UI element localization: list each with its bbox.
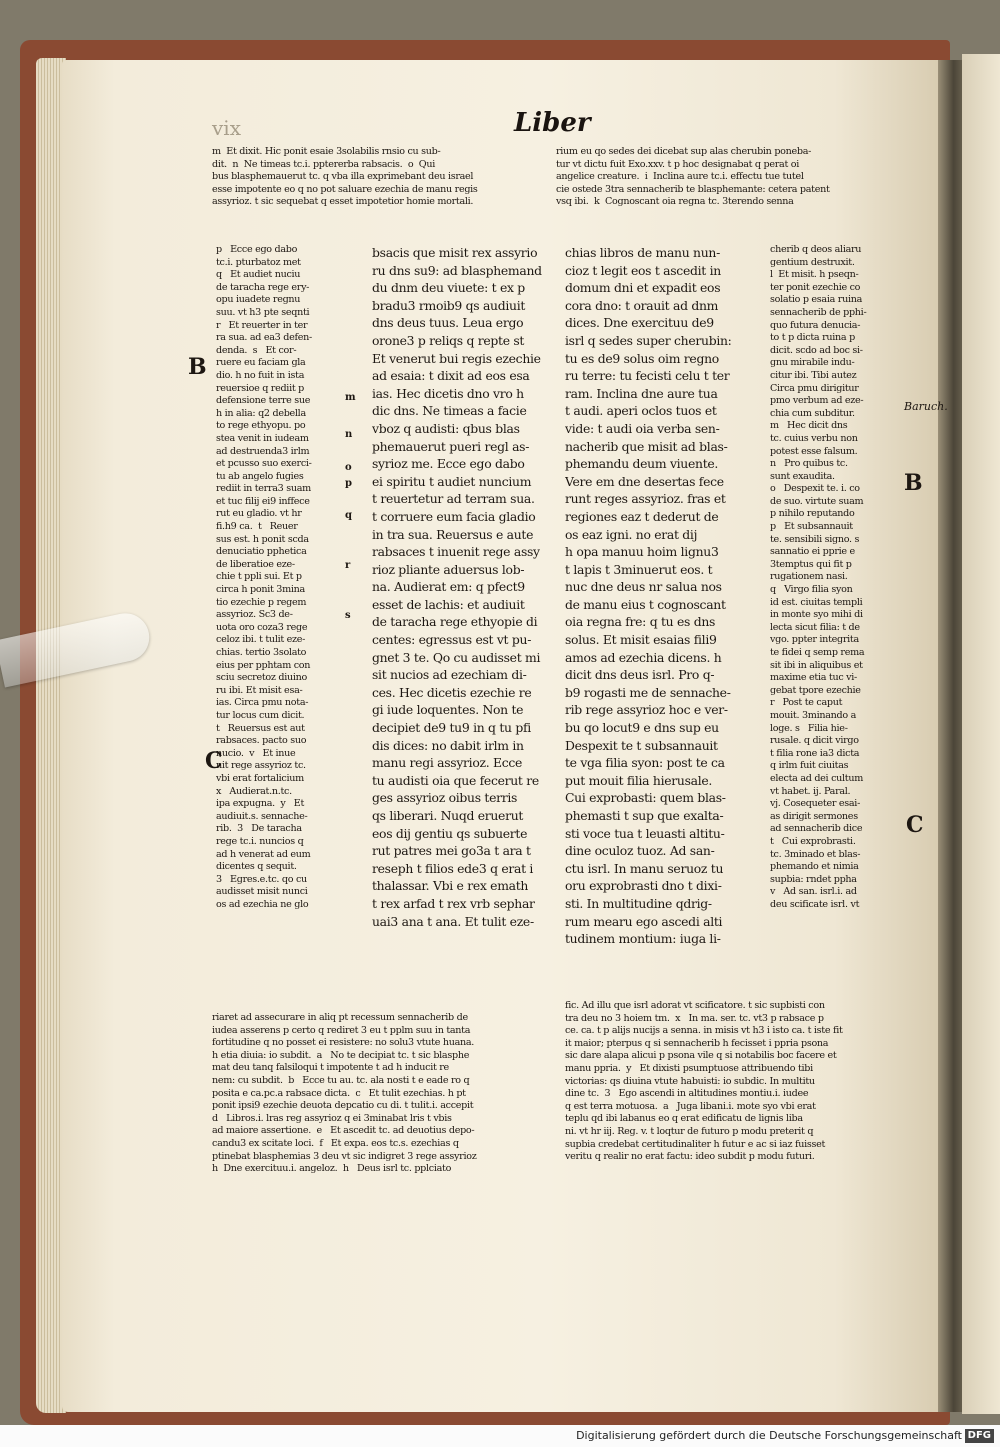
bottom-right-commentary: fic. Ad illu que isrl adorat vt scificatore. t sic supbisti con tra deu no 3 hoiem tm. x In ma. ser. tc. vt3 p rabsace p ce. ca. t p alijs nucijs a senna. in misis vt h3 i isto ca. t iste fit it maior; pterpus q si sennacherib h fecisset i ppria psona sic dare alapa alicui p psona vile q si notabilis boc facere et manu ppria. y Et dixisti psumptuose attribuendo tibi victorias: qs diuina vtute habuisti: io subdic. In multitu dine tc. 3 Ego ascendi in altitudines montiu.i. iudee q est terra motuosa. a Juga libani.i. mote syo vbi erat teplu qd ibi labanus eo q erat edificatu de lignis liba ni. vt hr iij. Reg. v. t loqtur de futuro p modu preterit q supbia credebat certitudinaliter h futur e ac si iaz fuisset veritu q realir no erat factu: ideo subdit p modu futuri.: [565, 1000, 843, 1163]
top-right-commentary: rium eu qo sedes dei dicebat sup alas cherubin poneba- tur vt dictu fuit Exo.xxv. t p hoc designabat q perat oi angelice creature. i Inclina aure tc.i. effectu tue tutel cie ostede 3tra sennacherib te blasphemante: cetera patent vsq ibi. k Cognoscant oia regna tc. 3terendo senna: [556, 146, 830, 208]
margin-mark: r: [345, 560, 351, 571]
top-left-commentary: m Et dixit. Hic ponit esaie 3solabilis rnsio cu sub- dit. n Ne timeas tc.i. pptererba rabsacis. o Qui bus blasphemauerut tc. q vba illa exprimebant deu israel esse impotente eo q no pot saluare ezechia de manu regis assyrioz. t sic sequebat q esset impotetior homie mortali.: [212, 146, 478, 208]
facing-page-strip: [962, 54, 1000, 1414]
credit-text: Digitalisierung gefördert durch die Deutsche Forschungsgemeinschaft: [576, 1429, 962, 1442]
credit-bar: [0, 1425, 1000, 1447]
margin-mark: q: [345, 510, 352, 521]
cross-reference-note: Baruch.: [904, 400, 948, 413]
section-letter-b: B: [188, 354, 207, 380]
book-gutter: [938, 60, 964, 1412]
main-text-column-b: chias libros de manu nun- cioz t legit eos t ascedit in domum dni et expadit eos cora dno: t orauit ad dnm dices. Dne exercituu de9 isrl q sedes super cherubin: tu es de9 solus oim regno ru terre: tu fecisti celu t ter ram. Inclina dne aure tua t audi. aperi oclos tuos et vide: t audi oia verba sen- nacherib que misit ad blas- phemandu deum viuente. Vere em dne desertas fece runt reges assyrioz. fras et regiones eaz t dederut de os eaz igni. no erat dij h opa manuu hoim lignu3 t lapis t 3minuerut eos. t nuc dne deus nr salua nos de manu eius t cognoscant oia regna fre: q tu es dns solus. Et misit esaias fili9 amos ad ezechia dicens. h dicit dns deus isrl. Pro q- b9 rogasti me de sennache- rib rege assyrioz hoc e ver- bu qo locut9 e dns sup eu Despexit te t subsannauit te vga filia syon: post te ca put mouit filia hierusale. Cui exprobasti: quem blas- phemasti t sup que exalta- sti voce tua t leuasti altitu- dine oculoz tuoz. Ad san- ctu isrl. In manu seruoz tu oru exprobrasti dno t dixi- sti. In multitudine qdrig- rum mearu ego ascedi alti tudinem montium: iuga li-: [565, 245, 732, 947]
margin-mark: m: [345, 392, 356, 403]
left-margin-commentary: p Ecce ego dabo tc.i. pturbatoz met q Et audiet nuciu de taracha rege ery- opu iuadete regnu suu. vt h3 pte seqnti r Et reuerter in ter ra sua. ad ea3 defen- denda. s Et cor- ruere eu faciam gla dio. h no fuit in ista reuersioe q rediit p defensione terre sue h in alia: q2 debella to rege ethyopu. po stea venit in iudeam ad destruenda3 irlm et pcusso suo exerci- tu ab angelo fugies rediit in terra3 suam et tuc filij ei9 inffece rut eu gladio. vt hr fi.h9 ca. t Reuer sus est. h ponit scda denuciatio pphetica de liberatioe eze- chie t ppli sui. Et p circa h ponit 3mina tio ezechie p regem assyrioz. Sc3 de- uota oro coza3 rege celoz ibi. t tulit eze- chias. tertio 3solato eius per pphtam con sciu secretoz diuino ru ibi. Et misit esa- ias. Circa pmu nota- tur locus cum dicit. t Reuersus est aut rabsaces. pacto suo nucio. v Et inue nit rege assyrioz tc. vbi erat fortalicium x Audierat.n.tc. ipa expugna. y Et audiuit.s. sennache- rib. 3 De taracha rege tc.i. nuncios q ad h venerat ad eum dicentes q sequit. 3 Egres.e.tc. qo cu audisset misit nunci os ad ezechia ne glo: [216, 244, 312, 910]
section-letter-c: C: [205, 748, 223, 774]
running-head: Liber: [514, 108, 591, 138]
folio-number: vix: [212, 116, 241, 140]
margin-mark: n: [345, 429, 353, 440]
section-letter-b-right: B: [904, 470, 923, 496]
margin-mark: p: [345, 478, 352, 489]
right-margin-commentary: cherib q deos aliaru gentium destruxit. l Et misit. h pseqn- ter ponit ezechie co solatio p esaia ruina sennacherib de pphi- quo futura denucia- to t p dicta ruina p dicit. scdo ad boc si- gnu mirabile indu- citur ibi. Tibi autez Circa pmu dirigitur pmo verbum ad eze- chia cum subditur. m Hec dicit dns tc. cuius verbu non potest esse falsum. n Pro quibus tc. sunt exaudita. o Despexit te. i. co de suo. virtute suam p nihilo reputando p Et subsannauit te. sensibili signo. s sannatio ei pprie e 3temptus qui fit p rugationem nasi. q Virgo filia syon id est. ciuitas templi in monte syo mihi di lecta sicut filia: t de vgo. ppter integrita te fidei q semp rema sit ibi in aliquibus et maxime etia tuc vi- gebat tpore ezechie r Post te caput mouit. 3minando a loge. s Filia hie- rusale. q dicit virgo t filia rone ia3 dicta q irlm fuit ciuitas electa ad dei cultum vt habet. ij. Paral. vj. Cosequeter esai- as dirigit sermones ad sennacherib dice t Cui exprobrasti. tc. 3minado et blas- phemando et nimia supbia: rndet ppha v Ad san. isrl.i. ad deu scificate isrl. vt: [770, 244, 867, 910]
margin-mark: s: [345, 610, 351, 621]
bottom-left-commentary: riaret ad assecurare in aliq pt recessum sennacherib de iudea asserens p certo q rediret 3 eu t pplm suu in tanta fortitudine q no posset ei resistere: no solu3 vtute huana. h etia diuia: io subdit. a No te decipiat tc. t sic blasphe mat deu tanq falsiloqui t impotente t ad h inducit re nem: cu subdit. b Ecce tu au. tc. ala nosti t e eade ro q posita e ca.pc.a rabsace dicta. c Et tulit ezechias. h pt ponit ipsi9 ezechie deuota depcatio cu di. t tulit.i. accepit d Libros.i. lras reg assyrioz q ei 3minabat lris t vbis ad maiore assertione. e Et ascedit tc. ad deuotius depo- candu3 ex scitate loci. f Et expa. eos tc.s. ezechias q ptinebat blasphemias 3 deu vt sic indigret 3 rege assyrioz h Dne exercituu.i. angeloz. h Deus isrl tc. pplciato: [212, 1012, 477, 1175]
margin-mark: o: [345, 462, 352, 473]
section-letter-c-right: C: [906, 812, 924, 838]
main-text-column-a: bsacis que misit rex assyrio ru dns su9: ad blasphemand du dnm deu viuete: t ex p bradu3 rmoib9 qs audiuit dns deus tuus. Leua ergo orone3 p reliqs q repte st Et venerut bui regis ezechie ad esaia: t dixit ad eos esa ias. Hec dicetis dno vro h dic dns. Ne timeas a facie vboz q audisti: qbus blas phemauerut pueri regl as- syrioz me. Ecce ego dabo ei spiritu t audiet nuncium t reuertetur ad terram sua. t corruere eum facia gladio in tra sua. Reuersus e aute rabsaces t inuenit rege assy rioz pliante aduersus lob- na. Audierat em: q pfect9 esset de lachis: et audiuit de taracha rege ethyopie di centes: egressus est vt pu- gnet 3 te. Qo cu audisset mi sit nucios ad ezechiam di- ces. Hec dicetis ezechie re gi iude loquentes. Non te decipiet de9 tu9 in q tu pfi dis dices: no dabit irlm in manu regi assyrioz. Ecce tu audisti oia que fecerut re ges assyrioz oibus terris qs liberari. Nuqd eruerut eos dij gentiu qs subuerte rut patres mei go3a t ara t reseph t filios ede3 q erat i thalassar. Vbi e rex emath t rex arfad t rex vrb sephar uai3 ana t ana. Et tulit eze-: [372, 245, 542, 929]
dfg-logo: DFG: [965, 1429, 994, 1443]
